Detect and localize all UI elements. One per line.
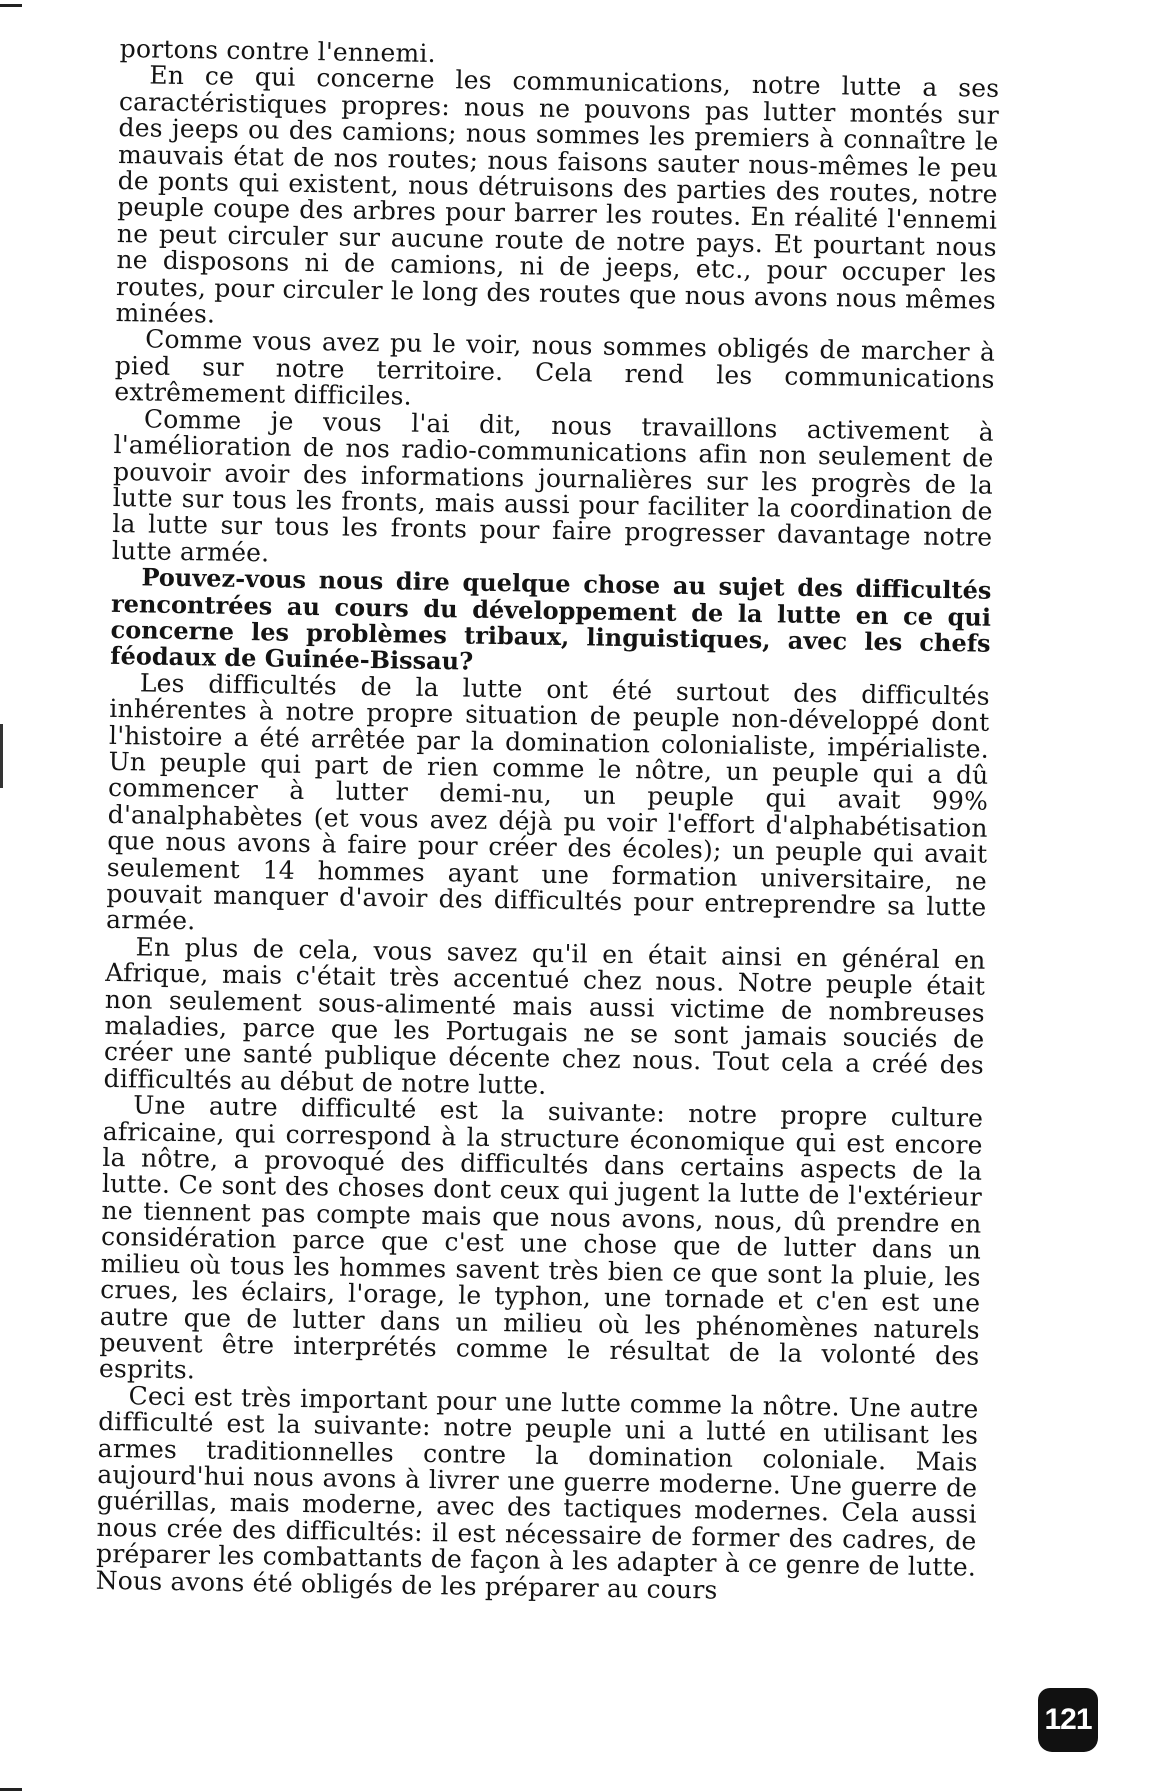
scan-edge-mark xyxy=(0,724,3,788)
paragraph-guerre-moderne: Ceci est très important pour une lutte comme la nôtre. Une autre difficulté est la suivante: notre peuple uni a lutté en utilisant les armes traditionnelles contre la domination coloniale. Mais aujourd'hui nous avons à livrer une guerre moderne. Une guerre de guérillas, mais moderne, avec des tactiques modernes. Cela aussi nous crée des difficultés: il est nécessaire de former des cadres, de préparer les combattants de façon à les adapter à ce genre de lutte. Nous avons été obligés de les préparer au cours xyxy=(95,1381,979,1605)
paragraph-difficultes-lutte: Les difficultés de la lutte ont été surtout des difficultés inhérentes à notre propre situation de peuple non-développé dont l'histoire a été arrêtée par la domination colonialiste, impérialiste. Un peuple qui part de rien comme le nôtre, un peuple qui a dû commencer à lutter demi-nu, un peuple qui avait 99% d'analphabètes (et vous avez déjà pu voir l'effort d'alphabétisation que nous avons à faire pour créer des écoles); un peuple qui avait seulement 14 hommes ayant une formation universitaire, ne pouvait manquer d'avoir des difficultés pour entreprendre sa lutte armée. xyxy=(105,668,990,936)
paragraph-marcher-a-pied: Comme vous avez pu le voir, nous sommes obligés de marcher à pied sur notre territoire. Cela rend les communications extrêmement difficiles. xyxy=(114,324,996,411)
paragraph-communications: En ce qui concerne les communications, notre lutte a ses caractéristiques propres: nous ne pouvons pas lutter montés sur des jeeps ou des camions; nous sommes les premiers à connaître le mauvais état de nos routes; nous faisons sauter nous-mêmes le peu de ponts qui existent, nous détruisons des parties des routes, notre peuple coupe des arbres pour barrer les routes. En réalité l'ennemi ne peut circuler sur aucune route de notre pays. Et pourtant nous ne disposons ni de camions, ni de jeeps, etc., pour occuper les routes, pour circuler le long des routes que nous avons nous mêmes minées. xyxy=(115,60,1000,329)
page-number-badge: 121 xyxy=(1038,1688,1098,1752)
paragraph-en-plus: En plus de cela, vous savez qu'il en était ainsi en général en Afrique, mais c'était très accentué chez nous. Notre peuple était non seulement sous-alimenté mais aussi victime de nombreuses maladies, parce que les Portugais ne se sont jamais souciés de créer une santé publique décente chez nous. Tout cela a créé des difficultés au début de notre lutte. xyxy=(103,932,986,1100)
paragraph-continuation: portons contre l'ennemi. xyxy=(119,34,436,68)
text-column xyxy=(96,36,1000,1608)
paragraph-radio-communications: Comme je vous l'ai dit, nous travaillons activement à l'amélioration de nos radio-communications afin non seulement de pouvoir avoir des informations journalières sur les progrès de la lutte sur tous les fronts, mais aussi pour faciliter la coordination de la lutte sur tous les fronts pour faire progresser davantage notre lutte armée. xyxy=(111,404,995,568)
paragraph-culture-africaine: Une autre difficulté est la suivante: notre propre culture africaine, qui correspond à la structure économique qui est encore la nôtre, a provoqué des difficultés dans certains aspects de la lutte. Ce sont des choses dont ceux qui jugent la lutte de l'extérieur ne tiennent pas compte mais que nous avons, nous, dû prendre en considération parce que c'est une chose que de lutter dans un milieu où tous les hommes savent très bien ce que sont la pluie, les crues, les éclairs, l'orage, le typhon, une tornade et c'en est une autre que de lutter dans un milieu où les phénomènes naturels peuvent être interprétés comme le résultat de la volonté des esprits. xyxy=(98,1090,984,1385)
scan-corner-mark xyxy=(0,4,22,7)
interview-question: Pouvez-vous nous dire quelque chose au sujet des difficultés rencontrées au cours du développement de la lutte en ce qui concerne les problèmes tribaux, linguistiques, avec les chefs féodaux de Guinée-Bissau? xyxy=(110,562,992,676)
scan-corner-mark-bottom xyxy=(0,1788,22,1791)
